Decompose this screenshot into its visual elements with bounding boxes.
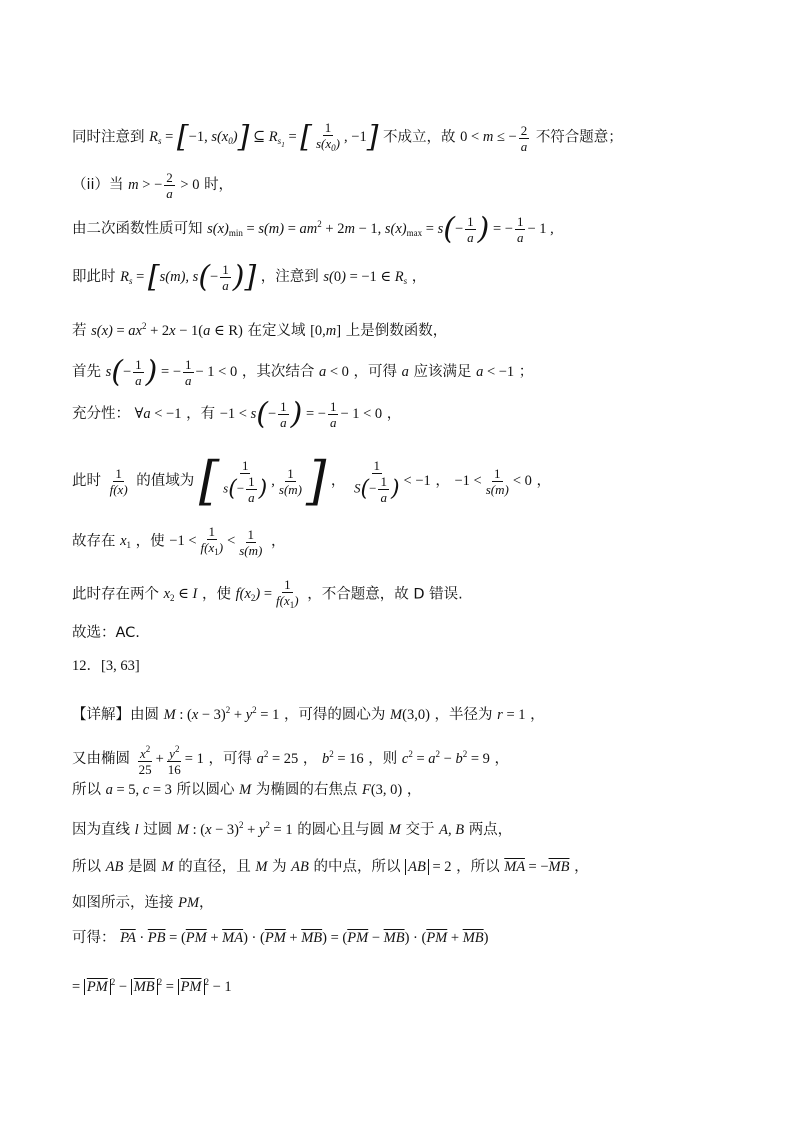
text: ，则 xyxy=(368,750,398,767)
math: AB xyxy=(105,859,124,875)
text: 为椭圆的右焦点 xyxy=(255,782,358,798)
math: $\overline{PA} \cdot \overline{PB} = (\overline{PM} + \overline{MA}) \cdot (\overline{PM} + \overline{MB}) = (\overline{PM} - \overline{MB}) \cdot (\overline{PM} + \overline{MB})$ xyxy=(120,930,489,946)
math: AB = 2 xyxy=(405,859,451,875)
text: ； xyxy=(518,363,534,380)
text: 充分性： xyxy=(72,405,130,422)
text: 是圆 xyxy=(127,859,157,875)
text: 同时注意到 xyxy=(72,129,145,146)
text: ，使 xyxy=(135,533,165,550)
text: ，可得 xyxy=(353,363,397,380)
math: M(3,0) xyxy=(390,707,430,723)
text: ， xyxy=(574,859,589,875)
math: [0,m] xyxy=(310,323,342,339)
text: 因为直线 xyxy=(72,822,130,838)
math: M xyxy=(239,782,252,798)
line-12 xyxy=(72,656,140,676)
text: 的直径，且 xyxy=(178,859,251,875)
line-14 xyxy=(72,742,509,777)
line-15 xyxy=(72,780,421,800)
text: 如图所示，连接 xyxy=(72,895,174,911)
math: s(0) = −1 ∈ $R_s$ xyxy=(323,268,408,286)
line-5 xyxy=(72,316,447,341)
text: ， xyxy=(330,472,346,489)
line-20 xyxy=(72,972,232,997)
line-8 xyxy=(72,451,552,512)
text: 应该满足 xyxy=(413,363,472,380)
line-9 xyxy=(72,524,285,560)
math: r = 1 xyxy=(497,707,526,723)
line-16 xyxy=(72,815,512,840)
math: $s(x)_{min} = s(m) = am^2 + 2m - 1$, $s(x)_{max} = s(-$ $\frac{1}{a}$ ) = − $\frac{1}{a}$ − 1 , xyxy=(207,211,554,247)
math: ∀a < −1 xyxy=(134,405,182,422)
line-19 xyxy=(72,928,488,948)
line-11 xyxy=(72,623,140,643)
text: 交于 xyxy=(405,822,435,838)
question-number: 12． xyxy=(72,658,101,674)
text: ， xyxy=(199,895,214,911)
text: 故存在 xyxy=(72,533,116,550)
line-7 xyxy=(72,396,402,432)
line-10 xyxy=(72,577,463,613)
text: 不成立，故 xyxy=(383,129,456,146)
text: 可得： xyxy=(72,930,116,946)
text: 【详解】由圆 xyxy=(72,707,159,723)
line-1 xyxy=(72,120,623,156)
text: ，使 xyxy=(201,586,231,603)
text: 不符合题意； xyxy=(535,129,623,146)
math: s(− $\frac{1}{a}$ ) = − $\frac{1}{a}$ − 1 < 0 xyxy=(105,354,238,390)
text: ，有 xyxy=(186,405,216,422)
text: 又由椭圆 xyxy=(72,750,130,767)
text: ， xyxy=(386,405,402,422)
text: 即此时 xyxy=(72,268,116,285)
text: 首先 xyxy=(72,363,101,380)
math: M : $(x - 3)^2 + y^2 = 1$ xyxy=(176,820,293,838)
line-18 xyxy=(72,893,214,913)
math: a < −1 xyxy=(476,363,515,380)
line-13 xyxy=(72,700,545,725)
math: M : $(x - 3)^2 + y^2 = 1$ xyxy=(163,705,280,723)
answer: [3, 63] xyxy=(101,658,140,674)
math: −1 < s(− $\frac{1}{a}$ ) = − $\frac{1}{a}$ − 1 < 0 xyxy=(219,396,383,432)
text: 的中点，所以 xyxy=(313,859,401,875)
text: ，可得的圆心为 xyxy=(283,707,386,723)
text: ，不合题意，故 D 错误. xyxy=(307,586,463,603)
text: ， xyxy=(494,750,509,767)
text: 为 xyxy=(272,859,287,875)
text: 的值域为 xyxy=(136,472,195,489)
text: ， xyxy=(411,268,427,285)
line-6 xyxy=(72,354,534,390)
math: $\frac{1}{f(x)}$ xyxy=(109,466,128,497)
math: 1 S(− $\frac{1}{a}$ ) < −1 xyxy=(354,458,431,505)
text: ， xyxy=(406,782,422,798)
math: $R_s = [s(m)$, s(− $\frac{1}{a}$ )] xyxy=(120,259,257,295)
math: F(3, 0) xyxy=(361,782,403,798)
text: 所以 xyxy=(72,859,101,875)
text: 在定义域 xyxy=(247,323,306,339)
text: ， xyxy=(536,472,552,489)
math: l xyxy=(134,822,139,838)
math: $R_s = [-1$, $s(x_0)$] ⊆ $R_{s_1}$ = [ $\frac{1}{s(x_0)}$ , −1] xyxy=(149,120,379,155)
text: 若 xyxy=(72,323,87,339)
text: ， xyxy=(435,472,450,489)
text: ，所以 xyxy=(456,859,500,875)
math: M xyxy=(255,859,268,875)
text: 此时 xyxy=(72,472,101,489)
math: A, B xyxy=(439,822,465,838)
text: 时， xyxy=(204,176,234,193)
text: ，半径为 xyxy=(434,707,493,723)
math: −1 < $\frac{1}{s(m)}$ < 0 xyxy=(454,466,532,497)
math: $c^2 = a^2 - b^2 = 9$ xyxy=(401,748,490,767)
text: ，其次结合 xyxy=(241,363,315,380)
math: 0 < m ≤ − $\frac{2}{a}$ xyxy=(460,122,528,154)
text: 两点， xyxy=(468,822,513,838)
math: $f(x_2)$ = $\frac{1}{f(x_1)}$ xyxy=(235,577,299,610)
math: $x_1$ xyxy=(120,533,132,551)
text: 过圆 xyxy=(143,822,173,838)
text: 的圆心且与圆 xyxy=(297,822,385,838)
math: a xyxy=(401,363,409,380)
math: PM xyxy=(178,895,200,911)
math: $s(x) = ax^2 + 2x - 1(a$ ∈ R) xyxy=(91,321,243,339)
text: ，注意到 xyxy=(260,268,319,285)
math: [ 1 s(− $\frac{1}{a}$ ) , $\frac{1}{s(m)}$ ] xyxy=(198,451,327,512)
text: （ii）当 xyxy=(72,176,124,193)
text: 所以 xyxy=(72,782,101,798)
math: $a^2 = 25$ xyxy=(256,748,299,767)
math: m > − $\frac{2}{a}$ > 0 xyxy=(128,170,200,201)
line-2 xyxy=(72,170,233,201)
line-3 xyxy=(72,211,554,247)
text: 故选：AC. xyxy=(72,625,140,641)
math: AB xyxy=(291,859,309,875)
math: M xyxy=(388,822,401,838)
text: ， xyxy=(530,707,545,723)
math: = $\overline{PM}$ $^2 - \overline{MB}$ $^2 = \overline{PM}$ $^2$ − 1 xyxy=(72,977,232,995)
math: a < 0 xyxy=(318,363,349,380)
line-4 xyxy=(72,259,427,295)
math: $\frac{x^2}{25}$ + $\frac{y^2}{16}$ = 1 xyxy=(138,744,204,777)
text: 所以圆心 xyxy=(176,782,235,798)
text: 上是倒数函数， xyxy=(345,323,448,339)
math: $b^2 = 16$ xyxy=(321,748,364,767)
line-17 xyxy=(72,857,589,877)
text: 由二次函数性质可知 xyxy=(72,221,203,237)
math: $\overline{MA} = -\overline{MB}$ xyxy=(504,859,570,875)
math: $x_2$ ∈ I xyxy=(163,586,198,604)
math: a = 5, c = 3 xyxy=(105,782,172,798)
math: M xyxy=(161,859,174,875)
text: ， xyxy=(302,750,318,767)
math: −1 < $\frac{1}{f(x_1)}$ < $\frac{1}{s(m)}$ xyxy=(169,524,263,558)
text: ， xyxy=(270,533,286,550)
text: 此时存在两个 xyxy=(72,586,159,603)
text: ，可得 xyxy=(208,750,252,767)
